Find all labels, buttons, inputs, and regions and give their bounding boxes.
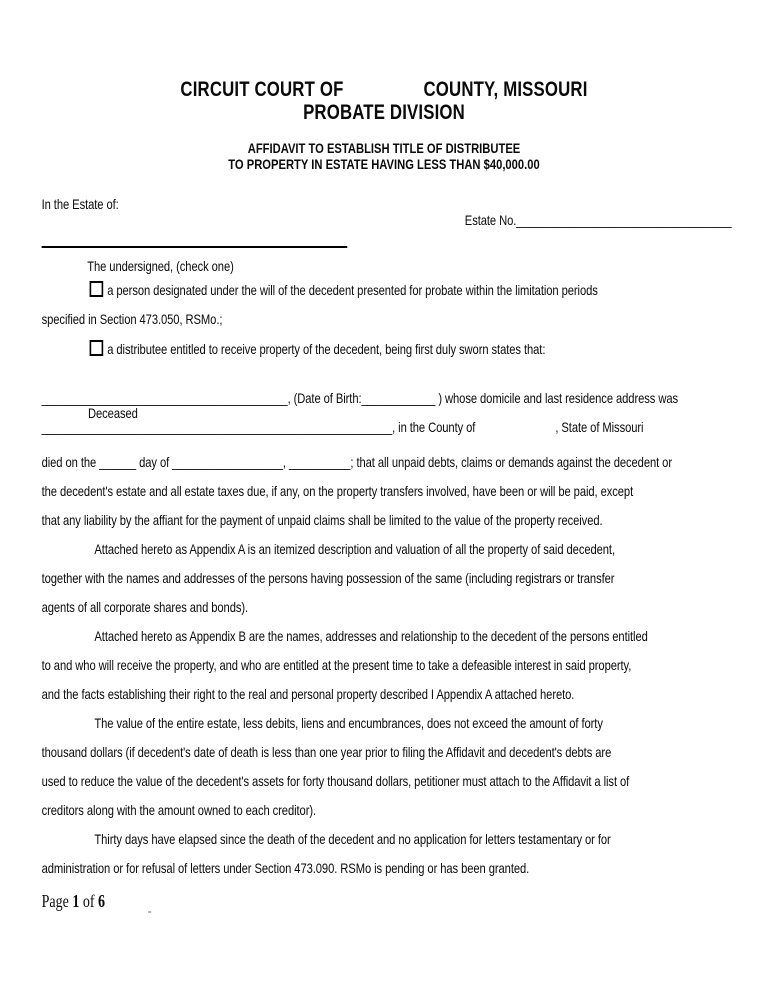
body-line: died on the ______ day of __________________, __________; that all unpaid debts, claims or demands against the decedent or xyxy=(41,454,672,470)
body-line: Attached hereto as Appendix A is an itemized description and valuation of all the property of said decedent, xyxy=(94,541,615,557)
body-line: creditors along with the amount owned to each creditor). xyxy=(41,802,317,818)
estate-no-label: Estate No. xyxy=(464,212,517,228)
body-line: thousand dollars (if decedent's date of death is less than one year prior to filing the Affidavit and decedent's debts are xyxy=(41,744,612,760)
estate-no-line xyxy=(465,212,732,228)
body-line: the decedent's estate and all estate taxes due, if any, on the property transfers involved, have been or will be paid, except xyxy=(41,483,634,499)
address-blank[interactable]: _________________________________________________________ xyxy=(41,419,393,435)
option2-checkbox[interactable] xyxy=(90,340,104,356)
option2-text: a distributee entitled to receive property of the decedent, being first duly sworn states that: xyxy=(107,341,546,357)
option1-row xyxy=(90,281,598,298)
body-line: The value of the entire estate, less debits, liens and encumbrances, does not exceed the amount of forty xyxy=(94,715,603,731)
court-title-line xyxy=(0,78,768,101)
body-line: Thirty days have elapsed since the death of the decedent and no application for letters testamentary or for xyxy=(94,831,611,847)
decedent-name-blank[interactable]: ________________________________________ xyxy=(41,390,288,406)
county-label: , in the County of xyxy=(392,419,476,435)
scan-artifact xyxy=(148,911,151,913)
footer-page-word: Page xyxy=(41,891,69,911)
division-title: PROBATE DIVISION xyxy=(303,101,465,124)
undersigned-intro: The undersigned, (check one) xyxy=(87,258,234,274)
address-line xyxy=(42,419,644,435)
deceased-caption: Deceased xyxy=(88,405,138,421)
state-label: , State of Missouri xyxy=(555,419,644,435)
court-title-right: COUNTY, MISSOURI xyxy=(423,78,588,101)
option1-checkbox[interactable] xyxy=(90,281,104,297)
form-title-line1: AFFIDAVIT TO ESTABLISH TITLE OF DISTRIBUTEE xyxy=(247,140,521,156)
court-title-left: CIRCUIT COURT OF xyxy=(180,78,344,101)
body-line: agents of all corporate shares and bonds). xyxy=(41,599,249,615)
dob-label: , (Date of Birth: xyxy=(287,390,362,406)
body-line: used to reduce the value of the decedent's assets for forty thousand dollars, petitioner must attach to the Affidavit a list of xyxy=(41,773,630,789)
footer-page-number: 1 xyxy=(72,891,80,911)
form-title-line2: TO PROPERTY IN ESTATE HAVING LESS THAN $40,000.00 xyxy=(228,156,540,172)
body-line: to and who will receive the property, and who are entitled at the present time to take a defeasible interest in said property, xyxy=(41,657,632,673)
body-line: together with the names and addresses of the persons having possession of the same (including registrars or transfer xyxy=(41,570,615,586)
body-line: administration or for refusal of letters under Section 473.090. RSMo is pending or has been granted. xyxy=(41,860,530,876)
footer-total-pages: 6 xyxy=(97,891,105,911)
footer-of-word: of xyxy=(82,891,95,911)
body-line: and the facts establishing their right to the real and personal property described I Appendix A attached hereto. xyxy=(41,686,575,702)
estate-no-blank[interactable]: ___________________________________ xyxy=(516,212,732,228)
dob-blank[interactable]: ____________ xyxy=(361,390,436,406)
body-line: Attached hereto as Appendix B are the names, addresses and relationship to the decedent of the persons entitled xyxy=(94,628,648,644)
body-paragraphs xyxy=(42,448,746,883)
option1-text: a person designated under the will of the decedent presented for probate within the limitation periods xyxy=(107,282,598,298)
in-estate-label: In the Estate of: xyxy=(41,196,119,212)
after-dob-text: ) whose domicile and last residence address was xyxy=(435,390,678,406)
body-line: that any liability by the affiant for the payment of unpaid claims shall be limited to the value of the property received. xyxy=(41,512,603,528)
estate-name-blank-line[interactable] xyxy=(42,228,348,248)
page-footer xyxy=(42,891,105,912)
decedent-name-line xyxy=(42,390,678,406)
option1-continuation: specified in Section 473.050, RSMo.; xyxy=(41,311,223,327)
option2-row xyxy=(90,340,546,357)
